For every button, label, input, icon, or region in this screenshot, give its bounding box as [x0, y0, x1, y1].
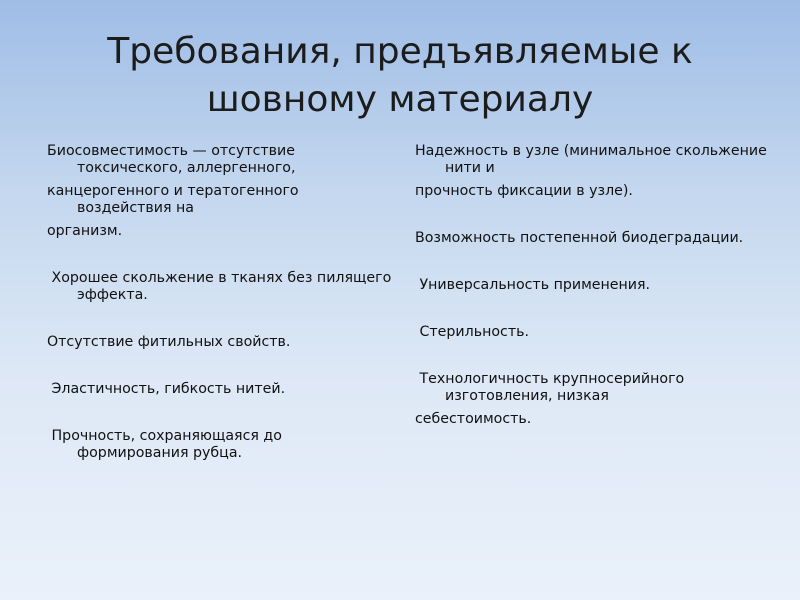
right-column: [415, 143, 775, 428]
left-item-gliding: Хорошее скольжение в тканях без пилящего эффекта.: [47, 270, 396, 303]
left-item-carcinogenic: канцерогенного и тератогенного воздействия на: [47, 183, 304, 216]
right-item-manufacturability: Технологичность крупносерийного изготовления, низкая: [415, 371, 689, 404]
slide-title-line-2: шовному материалу: [206, 79, 594, 120]
left-item-strength: Прочность, сохраняющаяся до формирования рубца.: [47, 428, 287, 461]
right-item-universality: Универсальность применения.: [415, 277, 651, 293]
slide-title: [40, 28, 760, 124]
right-item-cost: себестоимость.: [415, 411, 532, 427]
left-item-organism: организм.: [47, 223, 123, 239]
left-item-elasticity: Эластичность, гибкость нитей.: [47, 381, 286, 397]
slide-title-line-1: Требования, предъявляемые к: [107, 31, 693, 72]
left-column: [47, 143, 396, 462]
left-item-no-wicking: Отсутствие фитильных свойств.: [47, 334, 291, 350]
right-item-sterility: Стерильность.: [415, 324, 529, 340]
right-item-knot-fixation: прочность фиксации в узле).: [415, 183, 633, 199]
right-item-knot-reliability: Надежность в узле (минимальное скольжение нити и: [415, 143, 772, 176]
right-item-biodegradation: Возможность постепенной биодеградации.: [415, 230, 744, 246]
left-item-biocompatibility: Биосовместимость — отсутствие токсического, аллергенного,: [47, 143, 300, 176]
